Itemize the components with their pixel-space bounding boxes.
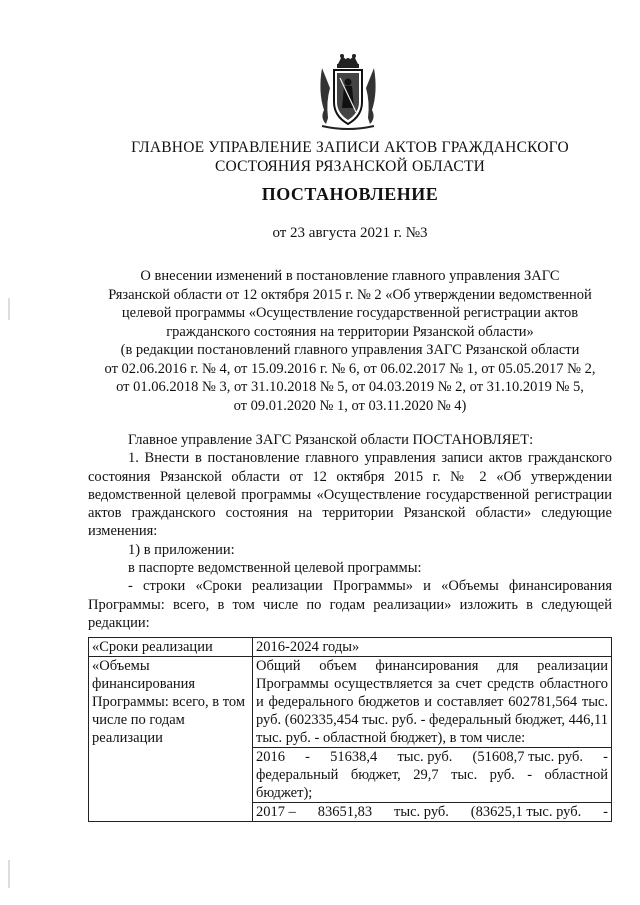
year: 2016 xyxy=(256,749,285,765)
subject-line: (в редакции постановлений главного управления ЗАГС Рязанской области xyxy=(120,342,580,358)
document-subject xyxy=(84,267,616,415)
dash: - xyxy=(603,804,608,820)
year: 2017 – xyxy=(256,804,296,820)
table-cell-value: 2016-2024 годы» xyxy=(253,638,612,657)
financing-year-2017 xyxy=(253,803,611,821)
decree-intro: Главное управление ЗАГС Рязанской области ПОСТАНОВЛЯЕТ: xyxy=(128,432,534,448)
table-cell-label: «Сроки реализации xyxy=(89,638,253,657)
federal-amount: (51608,7 тыс. руб. xyxy=(472,749,583,765)
rows-change-paragraph: - строки «Сроки реализации Программы» и «Объемы финансирования Программы: всего, в том числе по годам реализации» изложить в следующей редакции: xyxy=(88,578,612,631)
program-passport-table xyxy=(88,637,612,822)
unit: тыс. руб. xyxy=(397,749,453,765)
subject-line: Рязанской области от 12 октября 2015 г. № 2 «Об утверждении ведомственной xyxy=(108,286,592,303)
organization-name-line-1: ГЛАВНОЕ УПРАВЛЕНИЕ ЗАПИСИ АКТОВ ГРАЖДАНСКОГО xyxy=(131,139,569,156)
table-row xyxy=(89,638,612,657)
dash: - xyxy=(305,749,310,765)
scan-margin-mark xyxy=(8,298,10,320)
document-date-number: от 23 августа 2021 г. №3 xyxy=(272,225,428,241)
subject-line: от 02.06.2016 г. № 4, от 15.09.2016 г. № 6, от 06.02.2017 № 1, от 05.05.2017 № 2, xyxy=(104,360,596,377)
subject-line: от 01.06.2018 № 3, от 31.10.2018 № 5, от 04.03.2019 № 2, от 31.10.2019 № 5, xyxy=(116,379,584,395)
subitem-1: 1) в приложении: xyxy=(128,541,235,558)
document-type-title: ПОСТАНОВЛЕНИЕ xyxy=(261,184,439,204)
table-cell-value xyxy=(253,657,612,822)
subject-line: от 09.01.2020 № 1, от 03.11.2020 № 4) xyxy=(233,397,467,414)
dash: - xyxy=(603,749,608,765)
subject-line: целевой программы «Осуществление государственной регистрации актов xyxy=(121,305,579,321)
amount: 51638,4 xyxy=(330,749,378,765)
financing-year-2016 xyxy=(253,748,611,803)
amount: 83651,83 xyxy=(317,804,373,820)
year-line xyxy=(256,748,608,766)
year-line xyxy=(256,803,608,821)
year-detail: федеральный бюджет, 29,7 тыс. руб. - областной бюджет); xyxy=(256,767,608,801)
item-1-paragraph: 1. Внести в постановление главного управления записи актов гражданского состояния Рязанской области от 12 октября 2015 г. № 2 «Об утверждении ведомственной целевой программы «Осуществление государственной регистрации актов гражданского состояния на территории Рязанской области» следующие изменения: xyxy=(88,450,612,540)
federal-amount: (83625,1 тыс. руб. xyxy=(470,804,582,820)
financing-total: Общий объем финансирования для реализации Программы осуществляется за счет средств областного и федерального бюджетов и составляет 602781,564 тыс. руб. (602335,454 тыс. руб. - федеральный бюджет, 446,11 тыс. руб. - областной бюджет), в том числе: xyxy=(253,657,611,748)
table-row xyxy=(89,657,612,822)
organization-name-line-2: СОСТОЯНИЯ РЯЗАНСКОЙ ОБЛАСТИ xyxy=(214,158,486,175)
table-cell-label: «Объемы финансирования Программы: всего, в том числе по годам реализации xyxy=(89,657,253,822)
ryazan-coat-of-arms-icon xyxy=(316,52,380,132)
subject-line: О внесении изменений в постановление главного управления ЗАГС xyxy=(140,268,560,284)
passport-paragraph: в паспорте ведомственной целевой программы: xyxy=(128,560,422,577)
unit: тыс. руб. xyxy=(394,804,449,820)
document-body xyxy=(88,431,612,632)
scan-margin-mark xyxy=(8,860,10,888)
subject-line: гражданского состояния на территории Рязанской области» xyxy=(166,323,534,340)
